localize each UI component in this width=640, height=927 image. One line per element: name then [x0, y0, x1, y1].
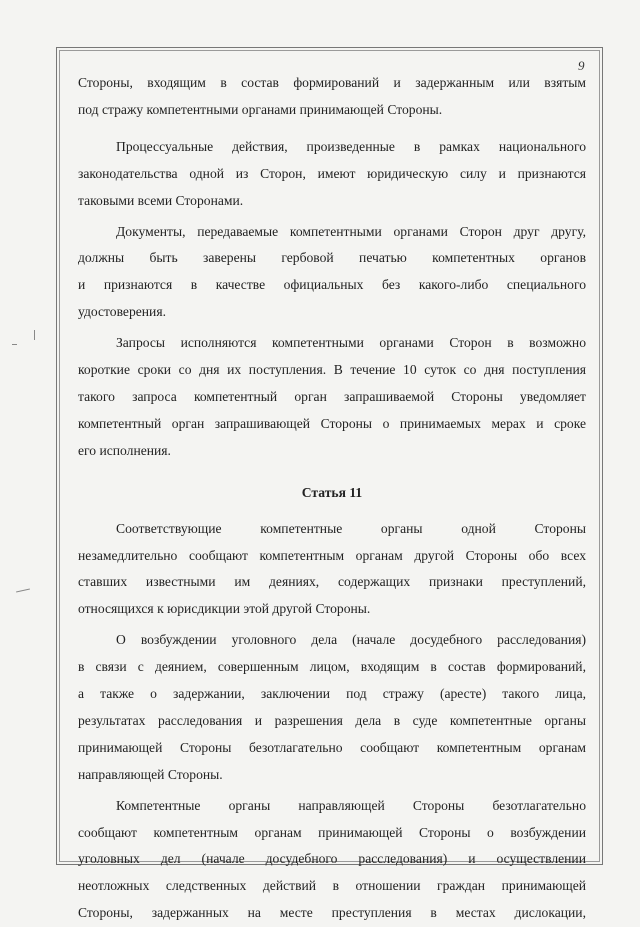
text-line: относящихся к юрисдикции этой другой Стороны.	[78, 601, 371, 617]
article-heading: Статья 11	[301, 484, 363, 500]
text-line: а также о задержании, заключении под стражу (аресте) такого лица,	[78, 686, 586, 702]
text-line: направляющей Стороны.	[78, 766, 223, 782]
text-line: под стражу компетентными органами принимающей Стороны.	[78, 101, 443, 117]
text-line: неотложных следственных действий в отношении граждан принимающей	[78, 878, 586, 894]
text-line: сообщают компетентным органам принимающей Стороны о возбуждении	[78, 824, 586, 840]
text-line: ставших известными им деяниях, содержащих признаки преступлений,	[78, 574, 586, 590]
text-line: Стороны, входящим в состав формирований и задержанным или взятым	[78, 75, 586, 90]
page-number: 9	[578, 58, 585, 73]
text-line: Компетентные органы направляющей Стороны безотлагательно	[116, 797, 586, 813]
document-body	[78, 70, 586, 927]
text-line: Стороны, задержанных на месте преступления в местах дислокации,	[78, 905, 586, 921]
paragraph	[78, 134, 586, 215]
text-line: О возбуждении уголовного дела (начале досудебного расследования)	[116, 632, 586, 648]
text-line: короткие сроки со дня их поступления. В течение 10 суток со дня поступления	[78, 362, 586, 378]
paragraph	[78, 219, 586, 327]
paragraph	[78, 70, 586, 124]
paragraph	[78, 516, 586, 624]
text-line: Процессуальные действия, произведенные в рамках национального	[116, 138, 586, 154]
scan-mark	[12, 344, 17, 345]
scan-mark	[34, 330, 35, 340]
text-line: такого запроса компетентный орган запрашиваемой Стороны уведомляет	[78, 388, 586, 404]
text-line: таковыми всеми Сторонами.	[78, 192, 244, 208]
text-line: Соответствующие компетентные органы одной Стороны	[116, 520, 586, 536]
text-line: уголовных дел (начале досудебного расследования) и осуществлении	[78, 851, 586, 867]
paragraph	[78, 793, 586, 927]
paragraph	[78, 330, 586, 465]
text-line: его исполнения.	[78, 442, 171, 458]
text-line: должны быть заверены гербовой печатью компетентных органов	[78, 250, 586, 266]
text-line: принимающей Стороны безотлагательно сообщают компетентным органам	[78, 739, 586, 755]
text-line: удостоверения.	[78, 304, 166, 320]
text-line: и признаются в качестве официальных без какого-либо специального	[78, 277, 586, 293]
text-line: Документы, передаваемые компетентными органами Сторон друг другу,	[116, 223, 586, 239]
scan-mark	[16, 589, 30, 593]
text-line: в связи с деянием, совершенным лицом, входящим в состав формирований,	[78, 659, 586, 675]
text-line: результатах расследования и разрешения дела в суде компетентные органы	[78, 712, 586, 728]
paragraph	[78, 627, 586, 788]
text-line: компетентный орган запрашивающей Стороны о принимаемых мерах и сроке	[78, 415, 586, 431]
text-line: законодательства одной из Сторон, имеют юридическую силу и признаются	[78, 165, 586, 181]
text-line: незамедлительно сообщают компетентным органам другой Стороны обо всех	[78, 547, 586, 563]
text-line: Запросы исполняются компетентными органами Сторон в возможно	[116, 335, 586, 351]
